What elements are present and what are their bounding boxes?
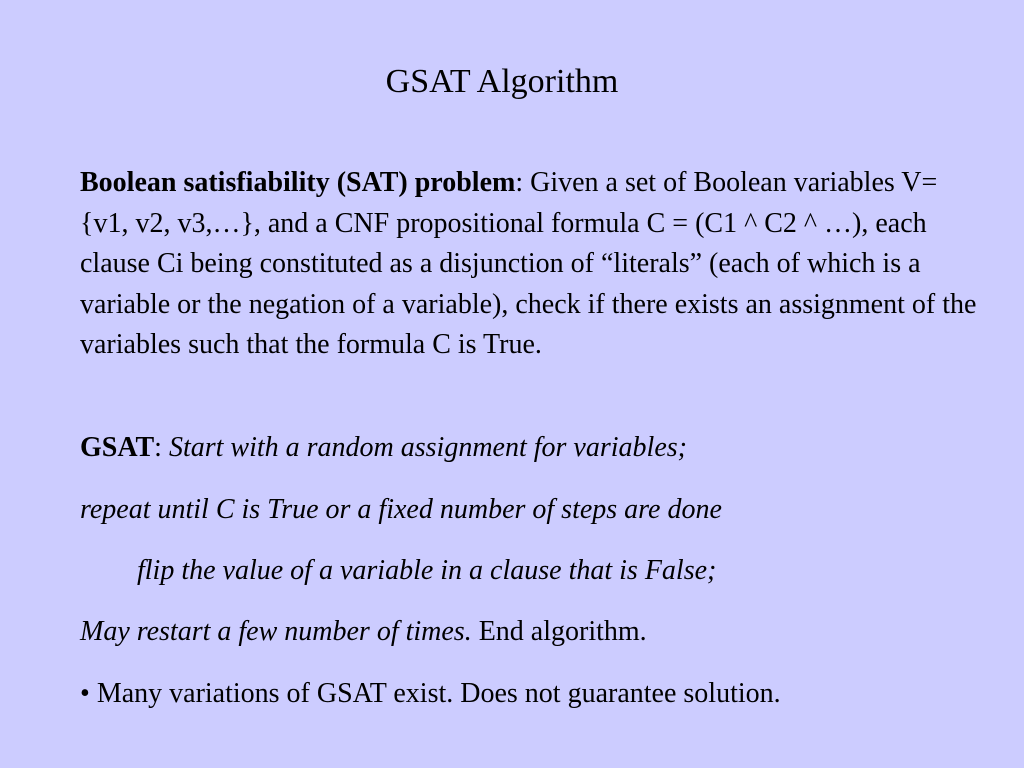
restart-text: May restart a few number of times. — [80, 616, 472, 647]
repeat-line: repeat until C is True or a fixed number of steps are done — [80, 494, 722, 525]
sat-definition-text: Given a set of Boolean variables V={v1, v2, v3,…}, and a CNF propositional formula C = (C1 ^ C2 ^ …), each clause Ci being constituted as a disjunction of “literals” (each of which is a variable or the negation of a variable), check if there exists an assignment of the variables such that the formula C is True. — [80, 167, 977, 360]
gsat-line — [80, 428, 980, 469]
bullet-marker: • — [80, 678, 90, 709]
restart-line — [80, 612, 980, 653]
end-algorithm-text: End algorithm. — [471, 616, 647, 647]
bullet-text: Many variations of GSAT exist. Does not guarantee solution. — [89, 678, 781, 709]
sat-term-colon: : — [515, 167, 524, 198]
bullet-item — [80, 674, 980, 715]
sat-definition-paragraph — [80, 163, 980, 366]
flip-line: flip the value of a variable in a clause that is False; — [137, 555, 717, 586]
slide-title: GSAT Algorithm — [385, 63, 619, 100]
sat-term: Boolean satisfiability (SAT) problem — [80, 167, 516, 198]
gsat-colon: : — [154, 432, 169, 463]
gsat-label: GSAT — [80, 432, 155, 463]
gsat-step-start: Start with a random assignment for variables; — [168, 432, 687, 463]
